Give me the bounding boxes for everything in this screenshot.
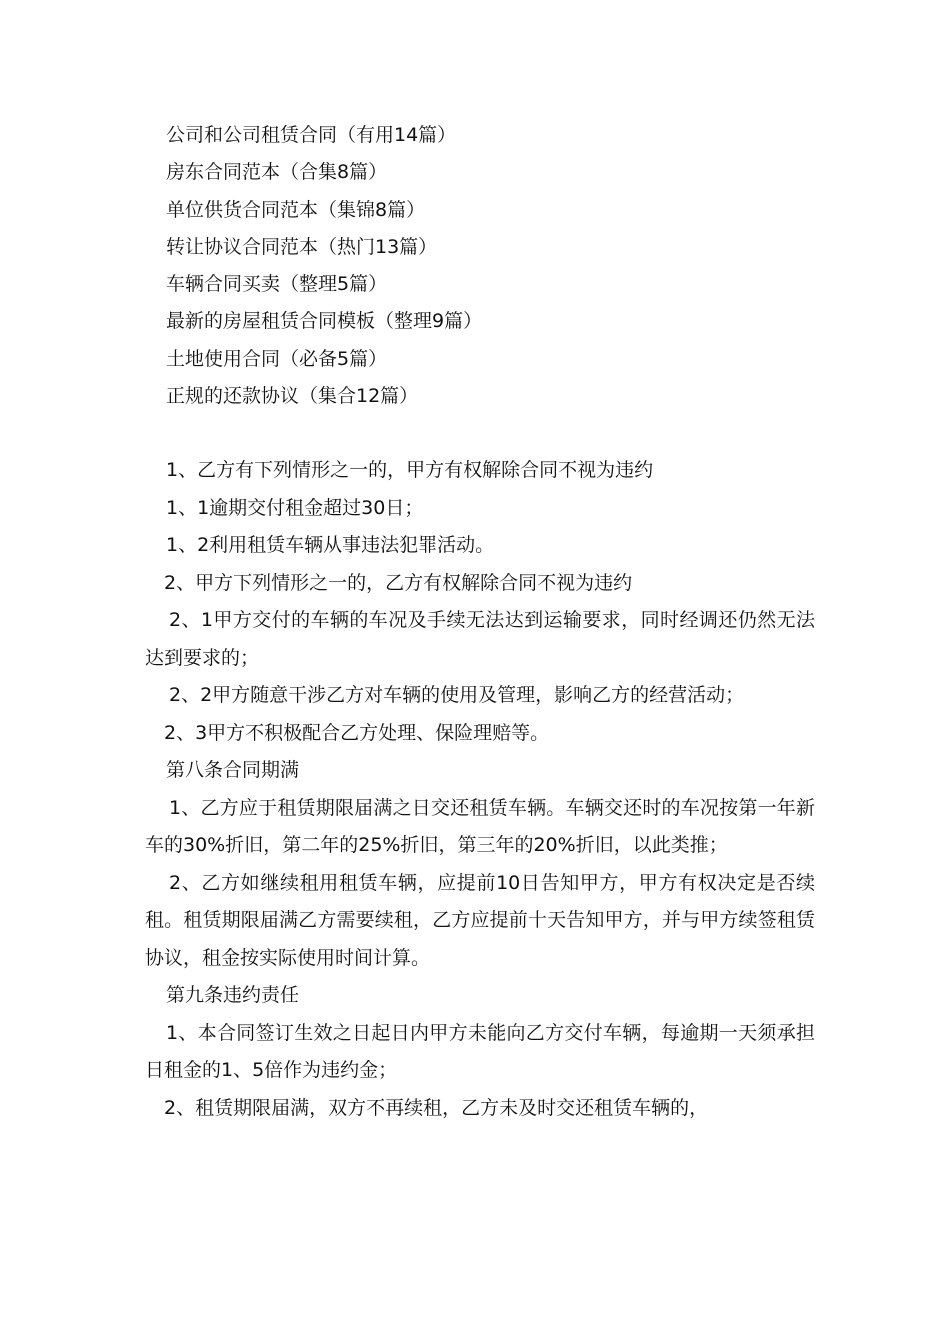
related-document-item: 车辆合同买卖（整理5篇） xyxy=(166,273,388,296)
related-document-item: 最新的房屋租赁合同模板（整理9篇） xyxy=(166,310,483,333)
related-document-item: 转让协议合同范本（热门13篇） xyxy=(166,235,438,258)
related-documents-list xyxy=(166,117,482,415)
clause-paragraph: 1、乙方应于租赁期限届满之日交还租赁车辆。车辆交还时的车况按第一年新车的30%折旧，第二年的25%折旧，第三年的20%折旧，以此类推； xyxy=(145,796,815,856)
clause-paragraph: 2、1甲方交付的车辆的车况及手续无法达到运输要求，同时经调还仍然无法达到要求的； xyxy=(145,609,815,669)
contract-body xyxy=(145,452,815,1127)
related-document-item: 正规的还款协议（集合12篇） xyxy=(166,385,419,408)
clause-paragraph: 2、甲方下列情形之一的，乙方有权解除合同不视为违约 xyxy=(164,571,633,594)
related-document-item: 单位供货合同范本（集锦8篇） xyxy=(166,198,426,221)
section-heading: 第九条违约责任 xyxy=(166,984,300,1006)
clause-paragraph: 2、乙方如继续租用租赁车辆，应提前10日告知甲方，甲方有权决定是否续租。租赁期限届满乙方需要续租，乙方应提前十天告知甲方，并与甲方续签租赁协议，租金按实际使用时间计算。 xyxy=(145,871,815,969)
clause-paragraph: 2、3甲方不积极配合乙方处理、保险理赔等。 xyxy=(164,721,550,744)
related-document-item: 土地使用合同（必备5篇） xyxy=(166,347,388,370)
related-document-item: 房东合同范本（合集8篇） xyxy=(166,161,388,184)
section-heading: 第八条合同期满 xyxy=(166,759,300,781)
clause-paragraph: 1、乙方有下列情形之一的，甲方有权解除合同不视为违约 xyxy=(166,459,654,481)
clause-paragraph: 1、1逾期交付租金超过30日； xyxy=(166,496,424,519)
related-document-item: 公司和公司租赁合同（有用14篇） xyxy=(166,124,457,146)
clause-paragraph: 1、2利用租赁车辆从事违法犯罪活动。 xyxy=(166,534,495,556)
clause-paragraph: 2、租赁期限届满，双方不再续租，乙方未及时交还租赁车辆的， xyxy=(164,1096,709,1119)
clause-paragraph: 1、本合同签订生效之日起日内甲方未能向乙方交付车辆，每逾期一天须承担日租金的1、5倍作为违约金； xyxy=(145,1021,815,1081)
clause-paragraph: 2、2甲方随意干涉乙方对车辆的使用及管理，影响乙方的经营活动； xyxy=(169,684,745,706)
